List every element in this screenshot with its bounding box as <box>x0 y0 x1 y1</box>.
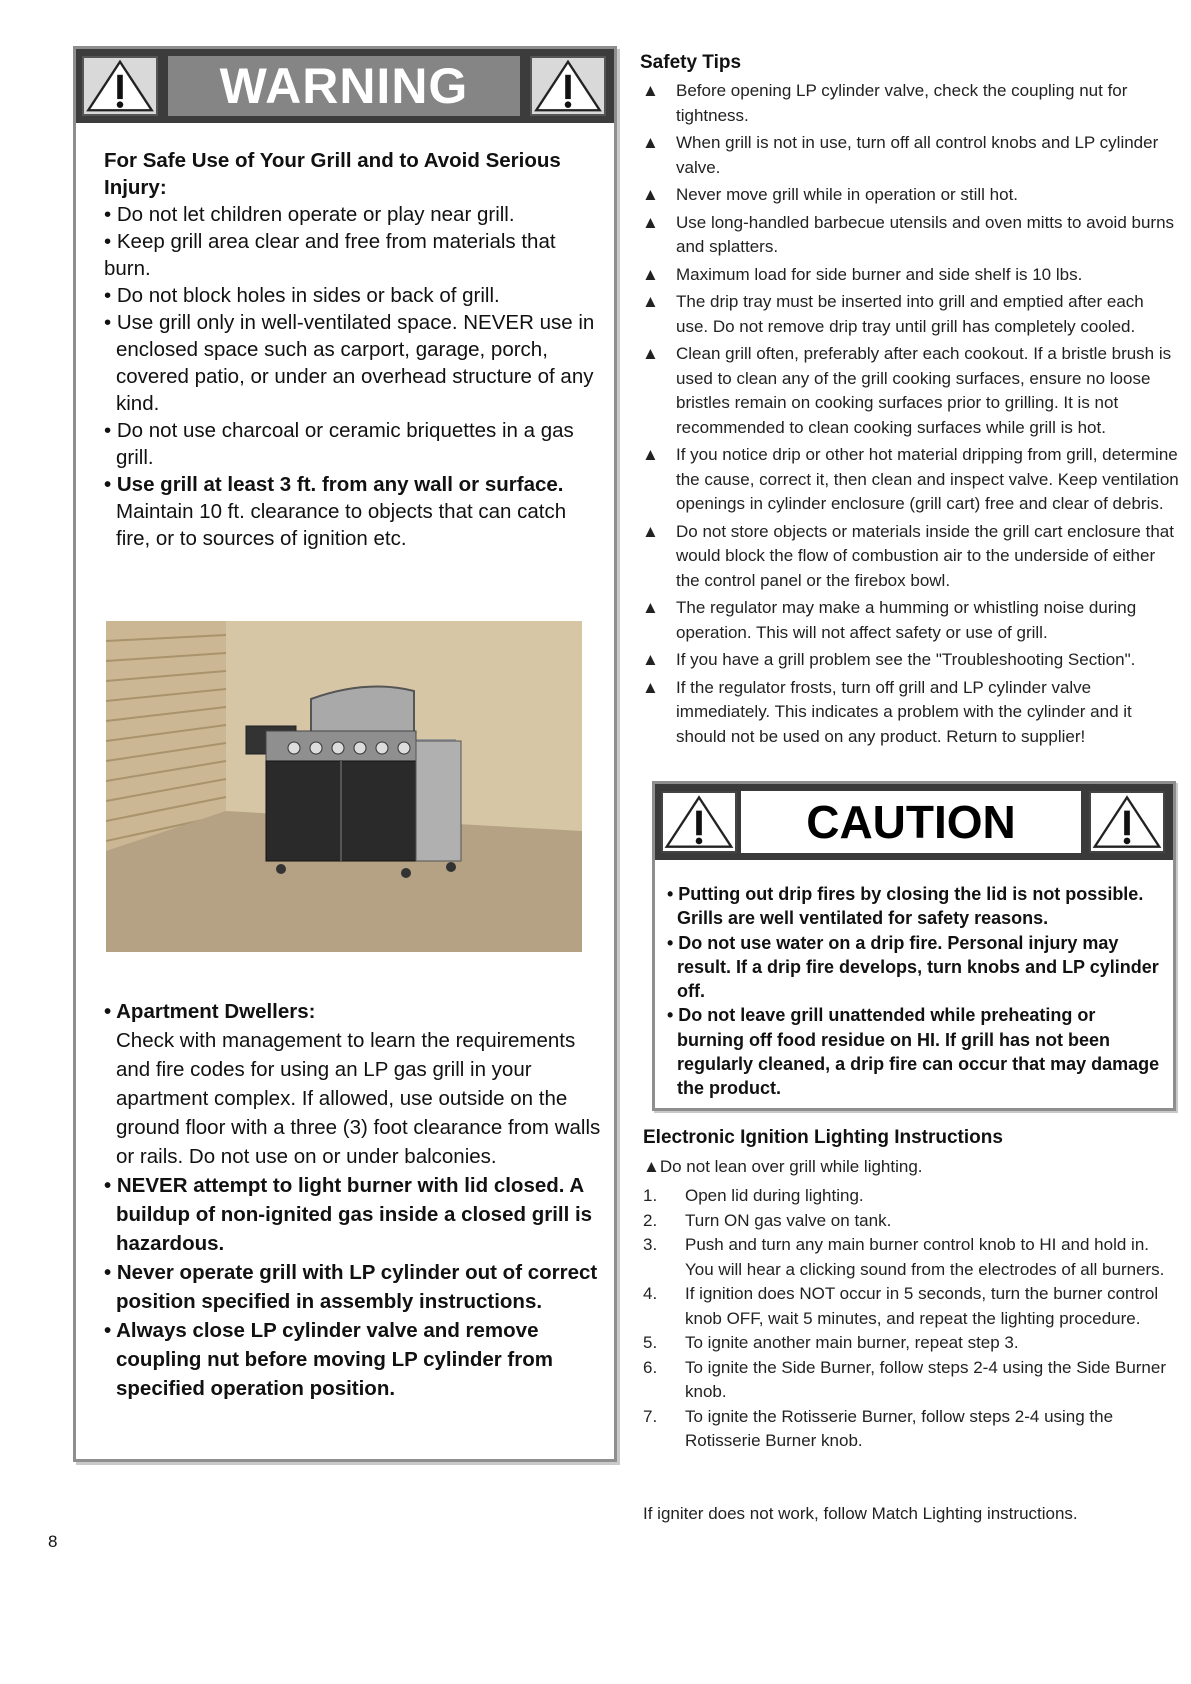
ignition-step: 7. To ignite the Rotisserie Burner, follow steps 2-4 using the Rotisserie Burner knob. <box>643 1406 1114 1450</box>
triangle-icon: ▲ <box>642 677 659 697</box>
warning-header <box>76 49 614 123</box>
warning-body <box>104 147 604 552</box>
apartment-text: Check with management to learn the requirements and fire codes for using an LP gas grill in your apartment complex. If allowed, use outside on the ground floor with a three (3) foot clearance from walls or rails. Do not use on or under balconies. <box>116 1029 601 1168</box>
warning-title: WARNING <box>168 56 520 116</box>
safety-tip: ▲ Before opening LP cylinder valve, check the coupling nut for tightness. <box>642 81 1128 125</box>
triangle-icon: ▲ <box>642 81 659 100</box>
ignition-title: Electronic Ignition Lighting Instructions <box>643 1127 1003 1148</box>
triangle-icon: ▲ <box>642 598 659 617</box>
warning-bold-bullet: • Never operate grill with LP cylinder out of correct position specified in assembly instructions. <box>104 1261 598 1313</box>
caution-body <box>667 882 1163 1101</box>
warning-bold-bullet: • Always close LP cylinder valve and remove coupling nut before moving LP cylinder from specified operation position. <box>104 1319 553 1400</box>
warning-body-lower <box>104 997 604 1403</box>
safety-tip: ▲ Clean grill often, preferably after each cookout. If a bristle brush is used to clean any of the grill cooking surfaces, ensure no loose bristles remain on cooking surfaces prior to grilling. It is not recommended to clean cooking surfaces while grill is hot. <box>642 344 1172 437</box>
safety-tip: ▲ If you have a grill problem see the "Troubleshooting Section". <box>640 648 1180 673</box>
caution-item: • Putting out drip fires by closing the lid is not possible. Grills are well ventilated for safety reasons. <box>667 884 1144 929</box>
triangle-icon: ▲ <box>642 185 659 204</box>
caution-triangle-icon <box>661 791 737 853</box>
warning-box <box>73 46 617 1462</box>
triangle-icon: ▲ <box>642 133 659 152</box>
warning-heading: For Safe Use of Your Grill and to Avoid Serious Injury: <box>104 149 561 199</box>
safety-tip: ▲ The regulator may make a humming or whistling noise during operation. This will not affect safety or use of grill. <box>642 598 1137 642</box>
ignition-step: 6. To ignite the Side Burner, follow steps 2-4 using the Side Burner knob. <box>643 1357 1167 1401</box>
caution-item: • Do not use water on a drip fire. Personal injury may result. If a drip fire develops, turn knobs and LP cylinder off. <box>667 932 1159 1002</box>
triangle-icon: ▲ <box>642 344 659 363</box>
warning-bold-bullet: • NEVER attempt to light burner with lid closed. A buildup of non-ignited gas inside a closed grill is hazardous. <box>104 1174 593 1255</box>
triangle-icon: ▲ <box>642 264 659 284</box>
warning-triangle-icon <box>82 56 158 116</box>
triangle-icon: ▲ <box>642 445 659 464</box>
safety-tip: ▲ When grill is not in use, turn off all control knobs and LP cylinder valve. <box>642 133 1159 177</box>
caution-header <box>655 784 1173 860</box>
warning-bullet: • Keep grill area clear and free from materials that burn. <box>104 230 556 280</box>
warning-distance-text: Maintain 10 ft. clearance to objects that can catch fire, or to sources of ignition etc. <box>116 500 567 550</box>
safety-tip: ▲ Do not store objects or materials inside the grill cart enclosure that would block the flow of combustion air to the underside of either the control panel or the firebox bowl. <box>642 521 1174 590</box>
safety-tip: ▲ If you notice drip or other hot material dripping from grill, determine the cause, correct it, then clean and inspect valve. Keep ventilation openings in cylinder enclosure (grill cart) free and clear of debris. <box>642 445 1179 513</box>
warning-bullet: • Do not block holes in sides or back of grill. <box>104 284 500 307</box>
triangle-icon: ▲ <box>642 292 659 311</box>
caution-triangle-icon <box>1089 791 1165 853</box>
warning-bullet: • Use grill only in well-ventilated space. NEVER use in enclosed space such as carport, garage, porch, covered patio, or under an overhead structure of any kind. <box>104 311 595 415</box>
safety-tip: ▲ The drip tray must be inserted into grill and emptied after each use. Do not remove drip tray until grill has completely cooled. <box>642 292 1144 336</box>
ignition-step: 1. Open lid during lighting. <box>643 1186 864 1205</box>
safety-tips-list <box>640 79 1180 752</box>
grill-illustration <box>106 621 582 952</box>
warning-triangle-icon <box>530 56 606 116</box>
caution-title: CAUTION <box>741 791 1081 853</box>
ignition-step: 3. Push and turn any main burner control knob to HI and hold in. You will hear a clicking sound from the electrodes of all burners. <box>643 1235 1165 1279</box>
caution-box <box>652 781 1176 1111</box>
safety-tip: ▲ If the regulator frosts, turn off grill and LP cylinder valve immediately. This indicates a problem with the cylinder and it should not be used on any product. Return to supplier! <box>642 677 1132 746</box>
safety-tip: ▲ Maximum load for side burner and side shelf is 10 lbs. <box>640 263 1180 288</box>
ignition-warning: ▲Do not lean over grill while lighting. <box>643 1157 923 1176</box>
warning-distance-bold: • Use grill at least 3 ft. from any wall or surface. <box>104 473 564 496</box>
caution-item: • Do not leave grill unattended while preheating or burning off food residue on HI. If grill has not been regularly cleaned, a drip fire can occur that may damage the product. <box>667 1005 1160 1099</box>
triangle-icon: ▲ <box>642 212 659 232</box>
safety-tips-title: Safety Tips <box>640 52 742 73</box>
ignition-footer: If igniter does not work, follow Match Lighting instructions. <box>643 1504 1078 1523</box>
triangle-icon: ▲ <box>642 521 659 541</box>
triangle-icon: ▲ <box>642 650 659 669</box>
ignition-step: 4. If ignition does NOT occur in 5 seconds, turn the burner control knob OFF, wait 5 minutes, and repeat the lighting procedure. <box>643 1284 1159 1328</box>
warning-bullet: • Do not use charcoal or ceramic briquettes in a gas grill. <box>104 419 574 469</box>
safety-tip: ▲ Never move grill while in operation or still hot. <box>640 183 1180 208</box>
safety-tip: ▲ Use long-handled barbecue utensils and oven mitts to avoid burns and splatters. <box>642 212 1175 256</box>
ignition-steps <box>643 1184 1173 1454</box>
ignition-step: 2. Turn ON gas valve on tank. <box>643 1210 892 1230</box>
page-number: 8 <box>48 1532 58 1551</box>
apartment-heading: • Apartment Dwellers: <box>104 1000 316 1023</box>
ignition-step: 5. To ignite another main burner, repeat step 3. <box>643 1333 1019 1352</box>
warning-bullet: • Do not let children operate or play near grill. <box>104 203 515 226</box>
